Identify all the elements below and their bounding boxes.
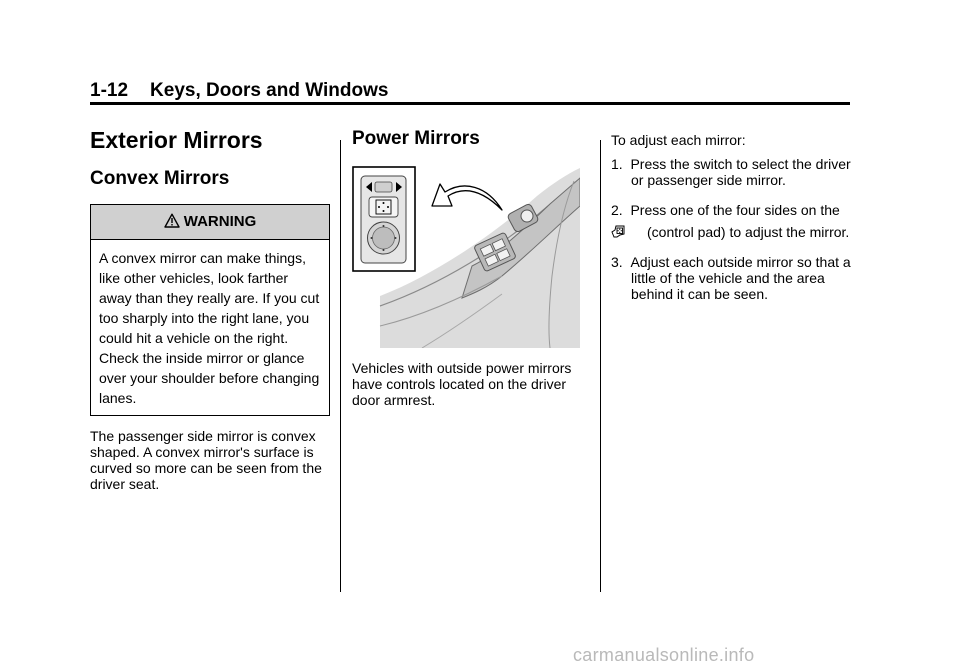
adjust-steps-list [611,156,851,302]
step-text: (control pad) to adjust the mirror. [647,224,850,240]
convex-mirrors-heading: Convex Mirrors [90,168,230,189]
power-mirrors-caption: Vehicles with outside power mirrors have controls located on the driver door armrest. [352,360,572,408]
header-rule [90,102,850,105]
control-pad-icon [631,223,646,238]
step-text: Press the switch to select the driver or passenger side mirror. [630,156,851,188]
step-text: Adjust each outside mirror so that a little of the vehicle and the area behind it can be seen. [630,254,851,302]
adjust-intro: To adjust each mirror: [611,132,746,148]
list-item [611,199,851,243]
warning-header [91,205,329,240]
warning-triangle-icon [164,213,180,228]
warning-title: WARNING [183,213,257,230]
list-item [611,156,851,188]
page-number: 1-12 [90,80,129,101]
door-armrest-illustration [352,166,580,348]
column-divider-1 [340,140,341,592]
power-mirrors-heading: Power Mirrors [352,128,480,149]
list-item [611,254,851,302]
column-3 [611,124,851,313]
watermark[interactable]: carmanualsonline.info [573,645,755,665]
exterior-mirrors-heading: Exterior Mirrors [90,127,263,153]
step-number: 3. [611,254,623,270]
step-number: 1. [611,156,623,172]
section-title: Keys, Doors and Windows [150,80,389,101]
warning-text: A convex mirror can make things, like other vehicles, look farther away than they really are. If you cut too sharply into the right lane, you could hit a vehicle on the right. Check the inside mirror or glance over your shoulder before changing lanes. [99,250,320,406]
warning-box [90,204,330,416]
column-2 [352,124,582,408]
power-mirror-figure [352,166,580,348]
column-1 [90,124,330,492]
convex-body-text: The passenger side mirror is convex shaped. A convex mirror's surface is curved so more can be seen from the driver seat. [90,428,322,492]
page-header [90,80,388,102]
column-divider-2 [600,140,601,592]
step-number: 2. [611,202,623,218]
step-text: Press one of the four sides on the [630,202,840,218]
